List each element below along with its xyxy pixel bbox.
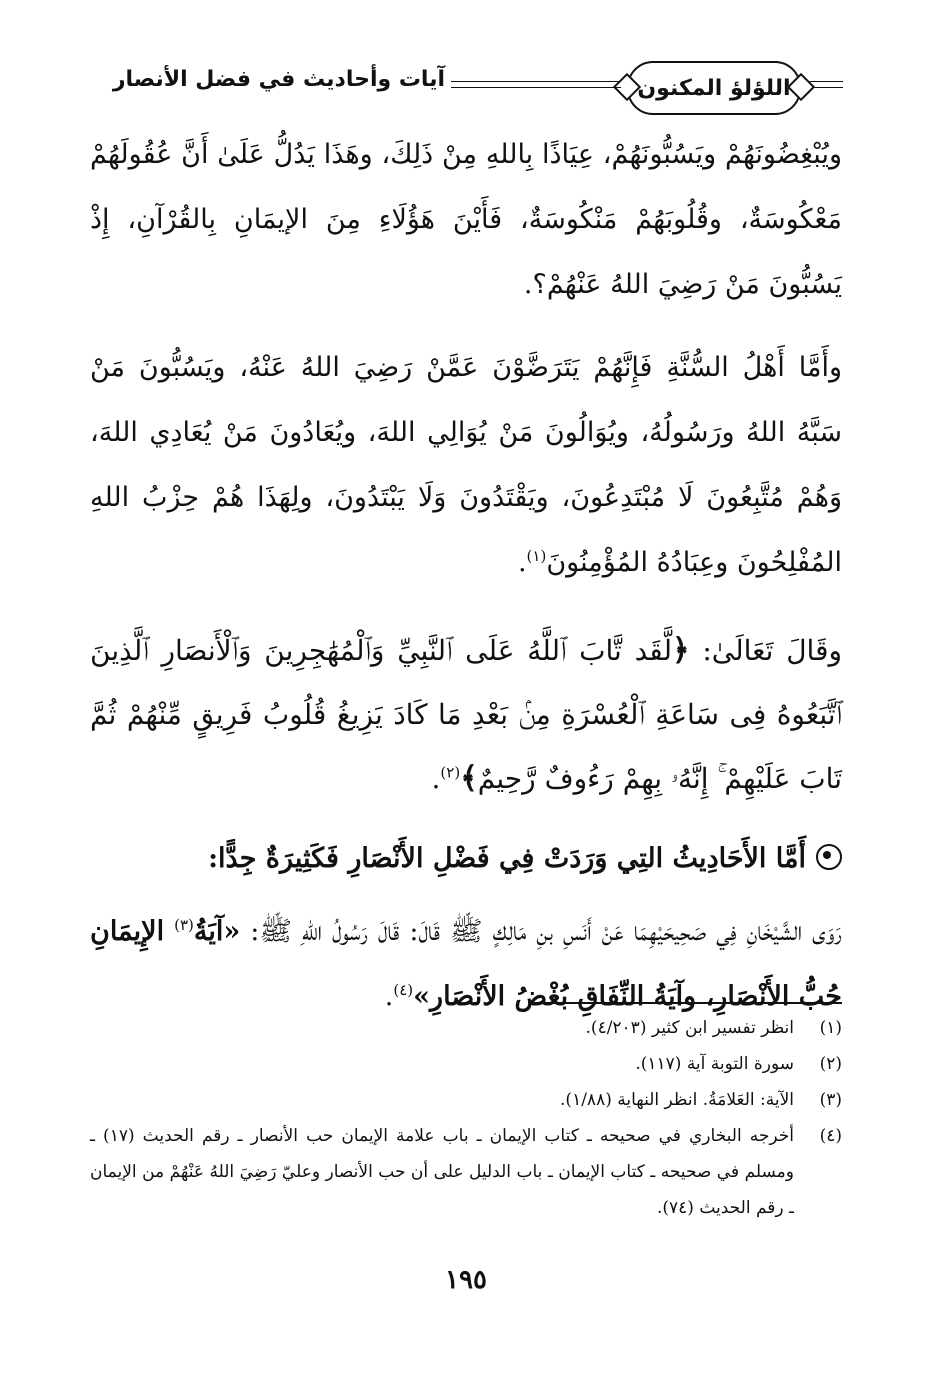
footnote-text: أخرجه البخاري في صحيحه ـ كتاب الإيمان ـ باب علامة الإيمان حب الأنصار ـ رقم الحديث (١٧) ـ ومسلم في صحيحه ـ كتاب الإيمان ـ باب الدليل على أن حب الأنصار وعليّ رَضِيَ اللهُ عَنْهُمْ من الإيمان ـ رقم الحديث (٧٤).: [90, 1126, 794, 1218]
hadith-open: «آيَةُ: [193, 916, 241, 947]
footnote-separator: [535, 1002, 842, 1004]
footnote-text: انظر تفسير ابن كثير (٤/٢٠٣).: [585, 1018, 794, 1038]
page-header: [95, 55, 843, 119]
main-text: [90, 122, 842, 1029]
footnote-number: (٣): [819, 1090, 842, 1110]
footnote-text: سورة التوبة آية (١١٧).: [635, 1054, 794, 1074]
ornate-bracket-open: ﴿: [671, 633, 690, 668]
paragraph-2: [90, 335, 842, 595]
section-heading-text: أَمَّا الأَحَادِيثُ التِي وَرَدَتْ فِي فَضْلِ الأَنْصَارِ فَكَثِيرَةٌ جِدًّا:: [208, 843, 806, 874]
quran-end: .: [431, 762, 441, 795]
footnote-ref-2[interactable]: (٢): [440, 763, 461, 782]
paragraph-1: ويُبْغِضُونَهُمْ ويَسُبُّونَهُمْ، عِيَاذًا بِاللهِ مِنْ ذَلِكَ، وهَذَا يَدُلُّ عَلَىٰ أَنَّ عُقُولَهُمْ مَعْكُوسَةٌ، وقُلُوبَهُمْ مَنْكُوسَةٌ، فَأَيْنَ هَؤُلَاءِ مِنَ الإيمَانِ بِالقُرْآنِ، إِذْ يَسُبُّونَ مَنْ رَضِيَ اللهُ عَنْهُمْ؟.: [90, 139, 842, 300]
page-number: ١٩٥: [445, 1265, 487, 1295]
footnote-ref-1[interactable]: (١): [526, 547, 547, 565]
quran-paragraph: [90, 619, 842, 811]
footnotes: [90, 1010, 842, 1226]
hadith-end: .: [384, 981, 394, 1012]
footnote-number: (١): [819, 1018, 842, 1038]
footnote: [90, 1118, 842, 1226]
footnote: [90, 1010, 842, 1046]
paragraph-2-text: وأَمَّا أَهْلُ السُّنَّةِ فَإِنَّهُمْ يَتَرَضَّوْنَ عَمَّنْ رَضِيَ اللهُ عَنْهُ، ويَسُبُّونَ مَنْ سَبَّهُ اللهُ ورَسُولُهُ، ويُوَالُونَ مَنْ يُوَالِي اللهَ، ويُعَادُونَ مَنْ يُعَادِي اللهَ، وَهُمْ مُتَّبِعُونَ لَا مُبْتَدِعُونَ، ويَقْتَدُونَ وَلَا يَبْتَدُونَ، ولِهَذَا هُمْ حِزْبُ اللهِ المُفْلِحُونَ وعِبَادُهُ المُؤْمِنُونَ: [90, 352, 842, 578]
flower-ornament-icon: [816, 844, 842, 870]
paragraph-2-end: .: [517, 547, 527, 578]
footnote-ref-4[interactable]: (٤): [393, 981, 414, 999]
running-title: آيات وأحاديث في فضل الأنصار: [112, 67, 445, 92]
section-heading: [90, 829, 842, 889]
hadith-text: الإِيمَانِ حُبُّ الأَنْصَارِ، وآيَةُ النِّفَاقِ بُغْضُ الأَنْصَارِ»: [90, 916, 842, 1012]
book-title-ornament: [627, 61, 801, 115]
ornate-bracket-close: ﴾: [460, 761, 478, 796]
hadith-intro: رَوَى الشَّيْخَانِ فِي صَحِيحَيْهِمَا عَنْ أَنَسِ بنِ مَالِكٍ ﷺ قَالَ: قَالَ رَسُولُ اللهِ ﷺ:: [250, 916, 842, 947]
footnote-text: الآية: العَلامَةُ. انظر النهاية (١/٨٨).: [560, 1090, 794, 1110]
footnote-number: (٤): [819, 1126, 842, 1146]
footnote: [90, 1082, 842, 1118]
quran-verse: لَّقَد تَّابَ ٱللَّهُ عَلَى ٱلنَّبِيِّ وَٱلْمُهَٰجِرِينَ وَٱلْأَنصَارِ ٱلَّذِينَ ٱتَّبَعُوهُ فِى سَاعَةِ ٱلْعُسْرَةِ مِنۢ بَعْدِ مَا كَادَ يَزِيغُ قُلُوبُ فَرِيقٍ مِّنْهُمْ ثُمَّ تَابَ عَلَيْهِمْ ۚ إِنَّهُۥ بِهِمْ رَءُوفٌ رَّحِيمٌ: [90, 634, 842, 795]
quran-intro: وقَالَ تَعَالَىٰ:: [702, 634, 842, 667]
header-rule-middle: [451, 81, 621, 88]
footnote-ref-3[interactable]: (٣): [174, 916, 194, 934]
book-title: اللؤلؤ المكنون: [637, 75, 791, 101]
footnote: [90, 1046, 842, 1082]
footnote-number: (٢): [819, 1054, 842, 1074]
